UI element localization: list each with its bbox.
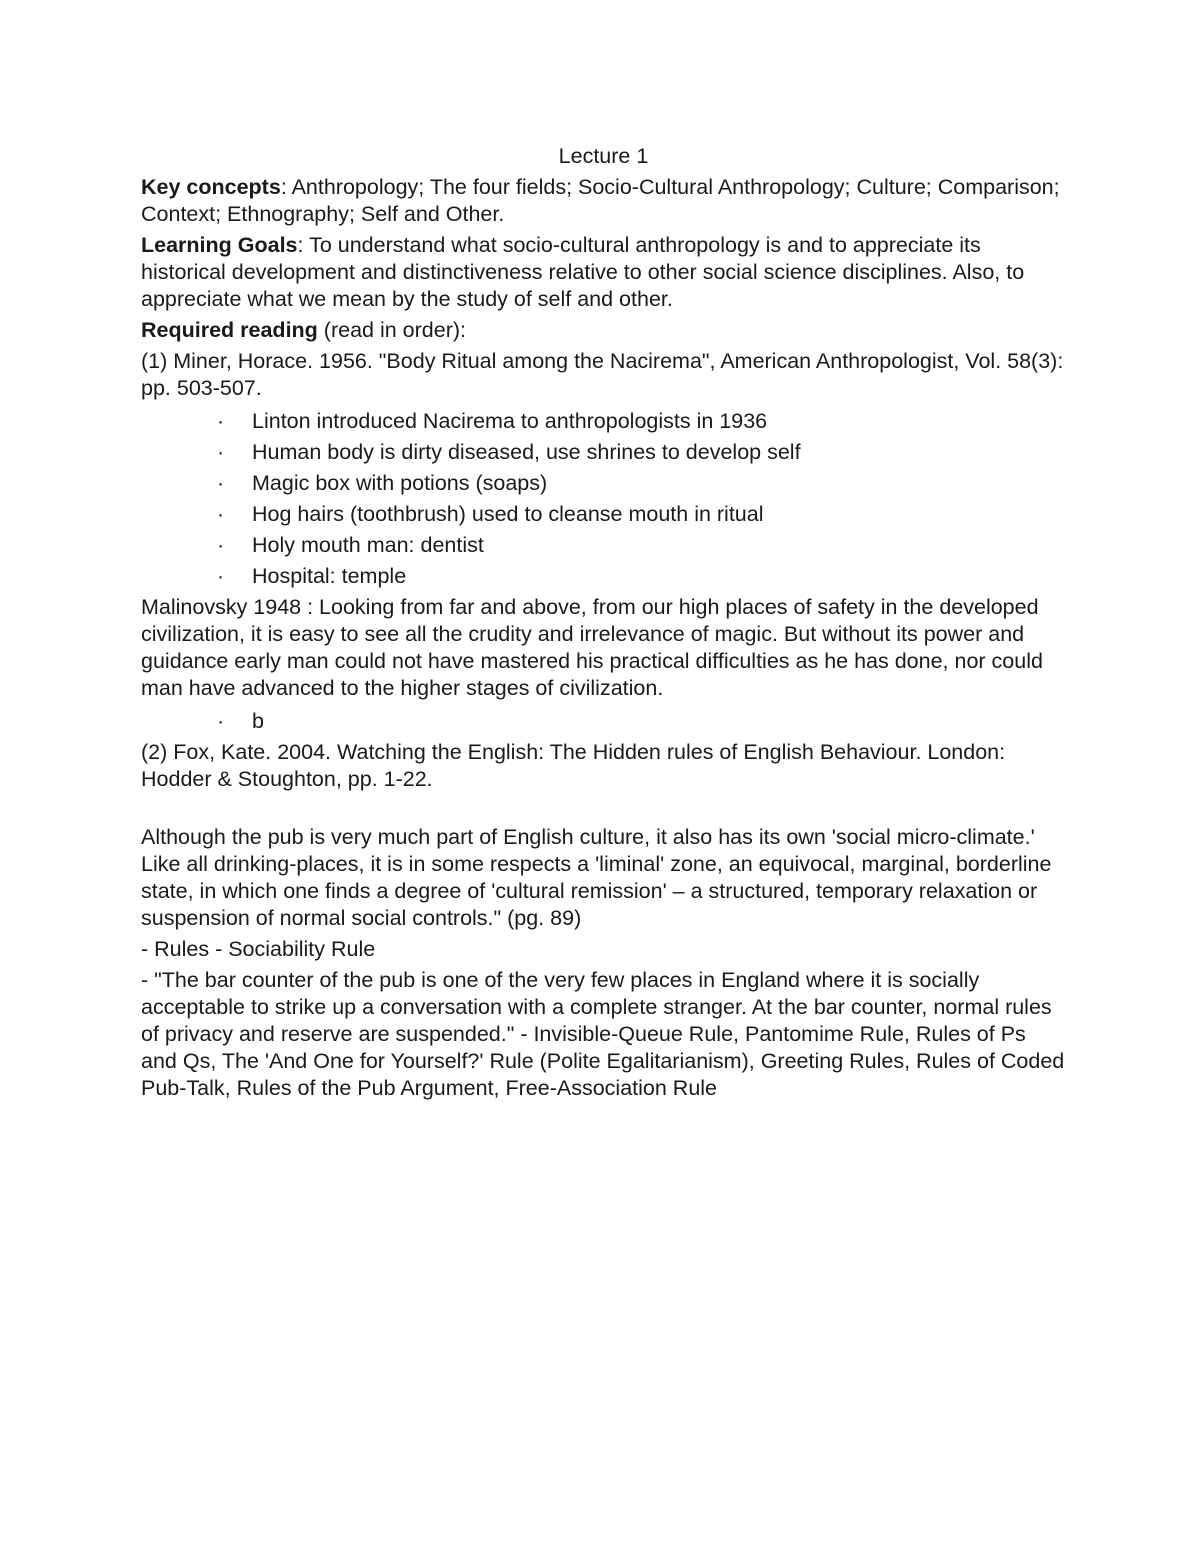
list-item-text: Human body is dirty diseased, use shrines to develop self <box>252 440 801 464</box>
bullet-icon: · <box>217 709 225 733</box>
key-concepts-label: Key concepts <box>141 175 281 199</box>
list-item <box>141 408 1066 435</box>
learning-goals-label: Learning Goals <box>141 233 298 257</box>
key-concepts-paragraph <box>141 174 1066 228</box>
bullet-icon: · <box>217 440 225 464</box>
bullet-icon: · <box>217 409 225 433</box>
list-item-text: Hog hairs (toothbrush) used to cleanse mouth in ritual <box>252 502 764 526</box>
list-item-text: Holy mouth man: dentist <box>252 533 484 557</box>
list-item <box>141 563 1066 590</box>
required-reading-text: (read in order): <box>317 318 466 342</box>
pub-quote-paragraph: Although the pub is very much part of English culture, it also has its own 'social micro-climate.' Like all drinking-places, it is in some respects a 'liminal' zone, an equivocal, marginal, borderline state, in which one finds a degree of 'cultural remission' – a structured, temporary relaxation or suspension of normal social controls." (pg. 89) <box>141 825 1052 930</box>
rules-line: - Rules - Sociability Rule <box>141 937 376 961</box>
list-item-text: Magic box with potions (soaps) <box>252 471 548 495</box>
blank-line <box>141 797 1066 824</box>
bullet-icon: · <box>217 564 225 588</box>
bullet-icon: · <box>217 502 225 526</box>
reading-2-citation: (2) Fox, Kate. 2004. Watching the English: The Hidden rules of English Behaviour. London: Hodder & Stoughton, pp. 1-22. <box>141 740 1006 791</box>
list-item <box>141 708 1066 735</box>
learning-goals-paragraph <box>141 232 1066 313</box>
reading-1-citation: (1) Miner, Horace. 1956. "Body Ritual among the Nacirema", American Anthropologist, Vol. 58(3): pp. 503-507. <box>141 349 1064 400</box>
document-page <box>141 143 1066 1106</box>
list-item <box>141 470 1066 497</box>
page-title: Lecture 1 <box>558 144 649 168</box>
malinovsky-notes-list <box>141 708 1066 735</box>
bullet-icon: · <box>217 471 225 495</box>
list-item <box>141 439 1066 466</box>
required-reading-label: Required reading <box>141 318 318 342</box>
reading-1-notes-list <box>141 408 1066 590</box>
learning-goals-text: : To understand what socio-cultural anthropology is and to appreciate its historical development and distinctiveness relative to other social science disciplines. Also, to appreciate what we mean by the study of self and other. <box>141 233 1025 311</box>
key-concepts-text: : Anthropology; The four fields; Socio-Cultural Anthropology; Culture; Comparison; Context; Ethnography; Self and Other. <box>141 175 1060 226</box>
list-item <box>141 501 1066 528</box>
list-item-text: b <box>252 709 264 733</box>
required-reading-paragraph <box>141 317 1066 344</box>
malinovsky-quote: Malinovsky 1948 : Looking from far and above, from our high places of safety in the developed civilization, it is easy to see all the crudity and irrelevance of magic. But without its power and guidance early man could not have mastered his practical difficulties as he has done, nor could man have advanced to the higher stages of civilization. <box>141 595 1043 700</box>
bar-counter-paragraph: - "The bar counter of the pub is one of the very few places in England where it is socially acceptable to strike up a conversation with a complete stranger. At the bar counter, normal rules of privacy and reserve are suspended." - Invisible-Queue Rule, Pantomime Rule, Rules of Ps and Qs, The 'And One for Yourself?' Rule (Polite Egalitarianism), Greeting Rules, Rules of Coded Pub-Talk, Rules of the Pub Argument, Free-Association Rule <box>141 968 1065 1100</box>
bullet-icon: · <box>217 533 225 557</box>
list-item-text: Linton introduced Nacirema to anthropologists in 1936 <box>252 409 768 433</box>
list-item-text: Hospital: temple <box>252 564 407 588</box>
list-item <box>141 532 1066 559</box>
